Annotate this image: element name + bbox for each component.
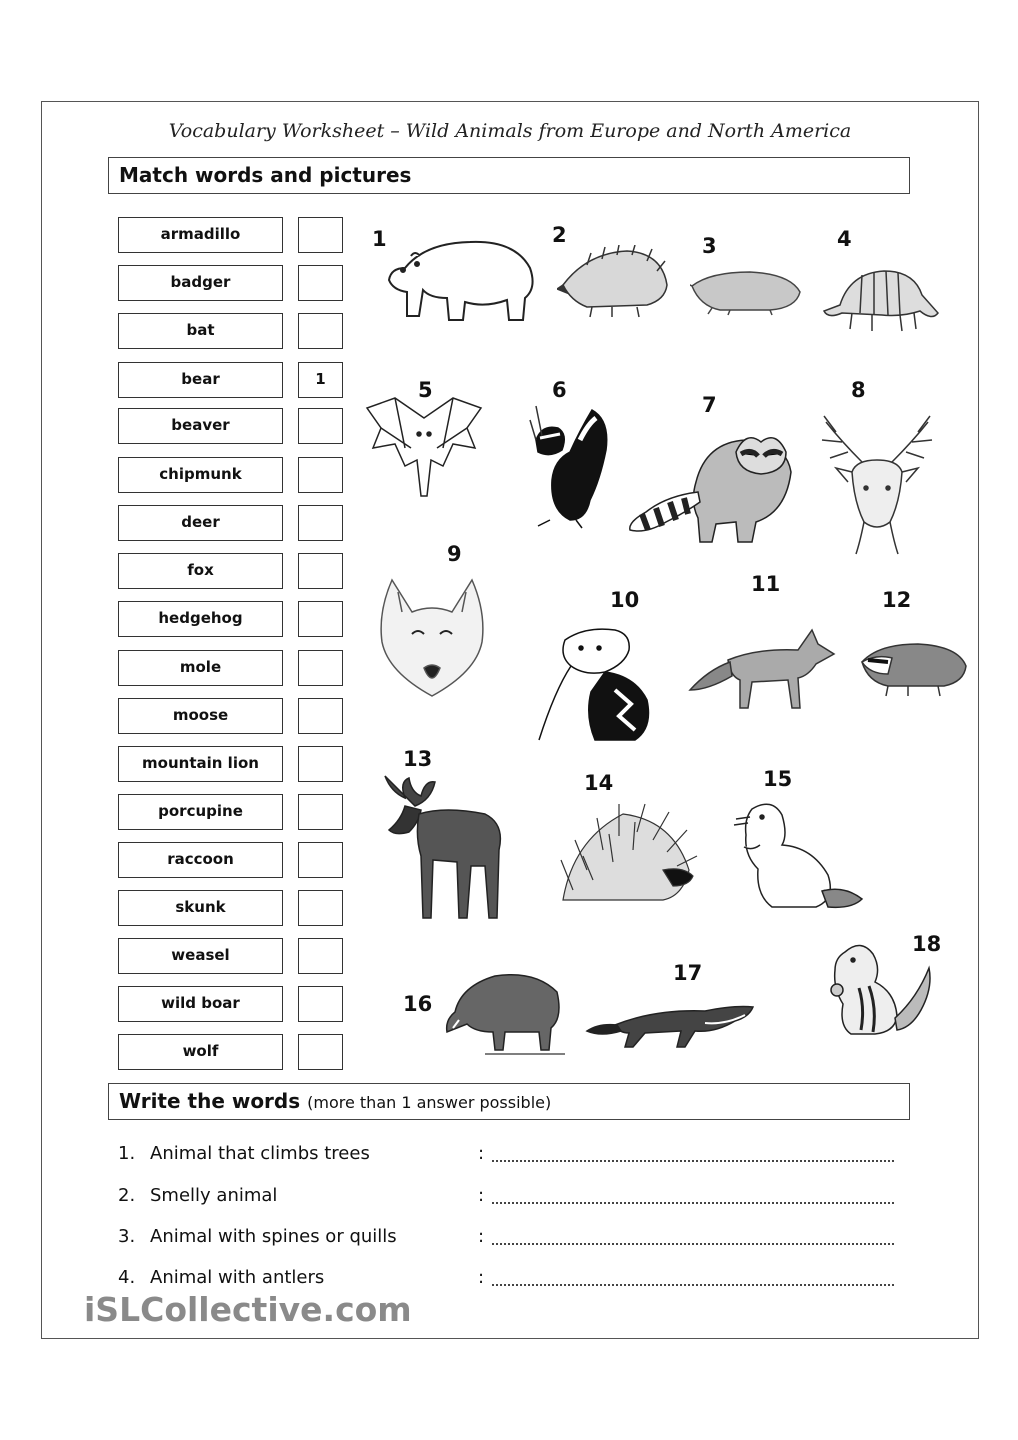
answer-box-wolf[interactable] — [298, 1034, 343, 1070]
word-box-moose: moose — [118, 698, 283, 734]
word-box-badger: badger — [118, 265, 283, 301]
picture-number-2: 2 — [552, 223, 567, 247]
deer-icon — [812, 412, 942, 557]
answer-box-mountain-lion[interactable] — [298, 746, 343, 782]
word-box-raccoon: raccoon — [118, 842, 283, 878]
write-section-header — [108, 1083, 910, 1120]
question-text: Animal that climbs trees — [150, 1143, 370, 1164]
question-4 — [118, 1267, 324, 1288]
answer-box-bat[interactable] — [298, 313, 343, 349]
answer-box-hedgehog[interactable] — [298, 601, 343, 637]
worksheet-title: Vocabulary Worksheet – Wild Animals from Europe and North America — [168, 120, 852, 142]
hedgehog-icon — [557, 245, 672, 320]
question-number: 3. — [118, 1226, 136, 1247]
picture-number-8: 8 — [851, 378, 866, 402]
moose-icon — [375, 770, 515, 928]
question-colon: : — [478, 1226, 485, 1247]
answer-box-fox[interactable] — [298, 553, 343, 589]
word-box-wolf: wolf — [118, 1034, 283, 1070]
answer-line-2[interactable] — [492, 1202, 894, 1204]
word-box-deer: deer — [118, 505, 283, 541]
word-box-mole: mole — [118, 650, 283, 686]
bat-icon — [365, 388, 483, 500]
mole-icon — [690, 268, 805, 316]
picture-number-1: 1 — [372, 227, 387, 251]
chipmunk-icon — [825, 938, 935, 1038]
answer-box-skunk[interactable] — [298, 890, 343, 926]
question-2 — [118, 1185, 277, 1206]
match-section-header — [108, 157, 910, 194]
picture-number-7: 7 — [702, 393, 717, 417]
answer-box-bear[interactable]: 1 — [298, 362, 343, 398]
raccoon-icon — [626, 422, 801, 547]
answer-box-badger[interactable] — [298, 265, 343, 301]
question-number: 4. — [118, 1267, 136, 1288]
answer-box-raccoon[interactable] — [298, 842, 343, 878]
answer-box-chipmunk[interactable] — [298, 457, 343, 493]
question-colon: : — [478, 1185, 485, 1206]
word-box-armadillo: armadillo — [118, 217, 283, 253]
answer-box-porcupine[interactable] — [298, 794, 343, 830]
fox-icon — [688, 620, 838, 712]
word-box-porcupine: porcupine — [118, 794, 283, 830]
badger-icon — [858, 638, 968, 698]
picture-number-12: 12 — [882, 588, 912, 612]
answer-box-weasel[interactable] — [298, 938, 343, 974]
word-box-mountain-lion: mountain lion — [118, 746, 283, 782]
picture-number-11: 11 — [751, 572, 781, 596]
weasel-icon — [585, 985, 757, 1053]
word-box-chipmunk: chipmunk — [118, 457, 283, 493]
skunk-icon — [520, 400, 612, 530]
picture-number-3: 3 — [702, 234, 717, 258]
answer-box-beaver[interactable] — [298, 408, 343, 444]
beaver-icon — [732, 795, 867, 913]
word-box-fox: fox — [118, 553, 283, 589]
picture-number-9: 9 — [447, 542, 462, 566]
word-box-weasel: weasel — [118, 938, 283, 974]
wolf-icon — [372, 572, 492, 700]
answer-box-moose[interactable] — [298, 698, 343, 734]
answer-line-3[interactable] — [492, 1243, 894, 1245]
question-3 — [118, 1226, 397, 1247]
picture-number-4: 4 — [837, 227, 852, 251]
picture-number-16: 16 — [403, 992, 433, 1016]
question-text: Animal with spines or quills — [150, 1226, 397, 1247]
wild-boar-icon — [445, 962, 565, 1057]
picture-number-10: 10 — [610, 588, 640, 612]
question-colon: : — [478, 1267, 485, 1288]
question-number: 1. — [118, 1143, 136, 1164]
watermark-logo: iSLCollective.com — [84, 1290, 412, 1329]
answer-box-wild-boar[interactable] — [298, 986, 343, 1022]
picture-number-14: 14 — [584, 771, 614, 795]
question-text: Smelly animal — [150, 1185, 278, 1206]
picture-number-13: 13 — [403, 747, 433, 771]
word-box-wild-boar: wild boar — [118, 986, 283, 1022]
word-box-bear: bear — [118, 362, 283, 398]
question-1 — [118, 1143, 370, 1164]
answer-box-deer[interactable] — [298, 505, 343, 541]
picture-number-18: 18 — [912, 932, 942, 956]
picture-number-15: 15 — [763, 767, 793, 791]
word-box-hedgehog: hedgehog — [118, 601, 283, 637]
word-box-skunk: skunk — [118, 890, 283, 926]
picture-number-17: 17 — [673, 961, 703, 985]
picture-number-5: 5 — [418, 378, 433, 402]
word-box-beaver: beaver — [118, 408, 283, 444]
mountain-lion-icon — [535, 620, 660, 745]
word-box-bat: bat — [118, 313, 283, 349]
answer-line-1[interactable] — [492, 1160, 894, 1162]
porcupine-icon — [553, 800, 698, 912]
question-text: Animal with antlers — [150, 1267, 325, 1288]
answer-box-armadillo[interactable] — [298, 217, 343, 253]
answer-line-4[interactable] — [492, 1284, 894, 1286]
bear-icon — [385, 228, 540, 326]
answer-box-mole[interactable] — [298, 650, 343, 686]
armadillo-icon — [822, 255, 942, 335]
write-header-note: (more than 1 answer possible) — [307, 1093, 552, 1112]
picture-number-6: 6 — [552, 378, 567, 402]
question-colon: : — [478, 1143, 485, 1164]
write-header-text: Write the words — [119, 1089, 301, 1113]
question-number: 2. — [118, 1185, 136, 1206]
match-header-text: Match words and pictures — [119, 163, 412, 187]
